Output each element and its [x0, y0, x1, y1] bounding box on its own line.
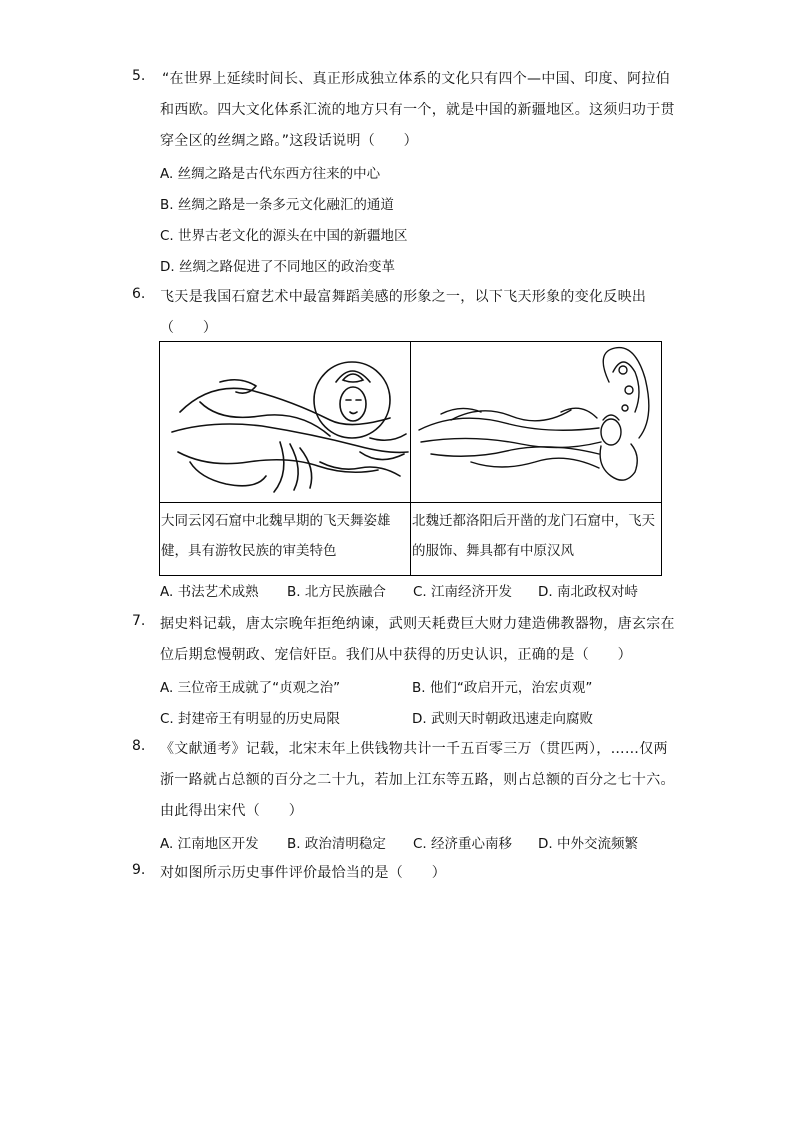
- option-c[interactable]: C. 经济重心南移: [413, 836, 513, 852]
- option-a[interactable]: A. 三位帝王成就了“贞观之治”: [160, 680, 341, 696]
- question-text-line: 《文献通考》记载，北宋末年上供钱物共计一千五百零三万（贯匹两），……仅两: [160, 741, 668, 757]
- longmen-caption: 北魏迁都洛阳后开凿的龙门石窟中，飞天的服饰、舞具都有中原汉风: [412, 513, 655, 559]
- question-number: 6.: [132, 286, 146, 302]
- question-text-line: 对如图所示历史事件评价最恰当的是（ ）: [160, 865, 446, 881]
- option-a[interactable]: A. 书法艺术成熟: [160, 584, 259, 600]
- question-text-line: （ ）: [160, 320, 218, 336]
- question-text-line: 飞天是我国石窟艺术中最富舞蹈美感的形象之一，以下飞天形象的变化反映出: [160, 289, 647, 305]
- question-text-line: 据史料记载，唐太宗晚年拒绝纳谏，武则天耗费巨大财力建造佛教器物，唐玄宗在: [160, 616, 675, 632]
- option-b[interactable]: B. 他们“政启开元，治宏贞观”: [412, 680, 593, 696]
- option-d[interactable]: D. 南北政权对峙: [538, 584, 638, 600]
- yungang-caption: 大同云冈石窟中北魏早期的飞天舞姿雄健，具有游牧民族的审美特色: [161, 513, 391, 559]
- longmen-feitian-drawing: [411, 342, 663, 502]
- option-c[interactable]: C. 封建帝王有明显的历史局限: [160, 711, 341, 727]
- caption-cell-left: [160, 503, 411, 576]
- option-b[interactable]: B. 丝绸之路是一条多元文化融汇的通道: [160, 197, 394, 213]
- question-text-line: “在世界上延续时间长、真正形成独立体系的文化只有四个—中国、印度、阿拉伯: [162, 71, 671, 87]
- question-text-line: 和西欧。四大文化体系汇流的地方只有一个，就是中国的新疆地区。这须归功于贯: [160, 102, 675, 118]
- option-d[interactable]: D. 丝绸之路促进了不同地区的政治变革: [160, 259, 395, 275]
- option-d[interactable]: D. 武则天时朝政迅速走向腐败: [412, 711, 593, 727]
- question-number: 5.: [132, 68, 146, 84]
- option-c[interactable]: C. 世界古老文化的源头在中国的新疆地区: [160, 228, 408, 244]
- question-number: 8.: [132, 738, 146, 754]
- option-c[interactable]: C. 江南经济开发: [413, 584, 513, 600]
- option-b[interactable]: B. 北方民族融合: [287, 584, 386, 600]
- yungang-feitian-image-cell: [160, 342, 411, 503]
- yungang-feitian-drawing: [160, 342, 410, 502]
- option-a[interactable]: A. 丝绸之路是古代东西方往来的中心: [160, 166, 381, 182]
- question-text-line: 浙一路就占总额的百分之二十九，若加上江东等五路，则占总额的百分之七十六。: [160, 772, 675, 788]
- option-b[interactable]: B. 政治清明稳定: [287, 836, 386, 852]
- question-number: 9.: [132, 862, 146, 878]
- question-number: 7.: [132, 613, 146, 629]
- longmen-feitian-image-cell: [411, 342, 662, 503]
- feitian-figure-table: [159, 341, 662, 576]
- option-a[interactable]: A. 江南地区开发: [160, 836, 259, 852]
- question-text-line: 位后期怠慢朝政、宠信奸臣。我们从中获得的历史认识，正确的是（ ）: [160, 647, 632, 663]
- question-text-line: 穿全区的丝绸之路。”这段话说明（ ）: [160, 133, 418, 149]
- caption-cell-right: [411, 503, 662, 576]
- option-d[interactable]: D. 中外交流频繁: [538, 836, 638, 852]
- question-text-line: 由此得出宋代（ ）: [160, 803, 303, 819]
